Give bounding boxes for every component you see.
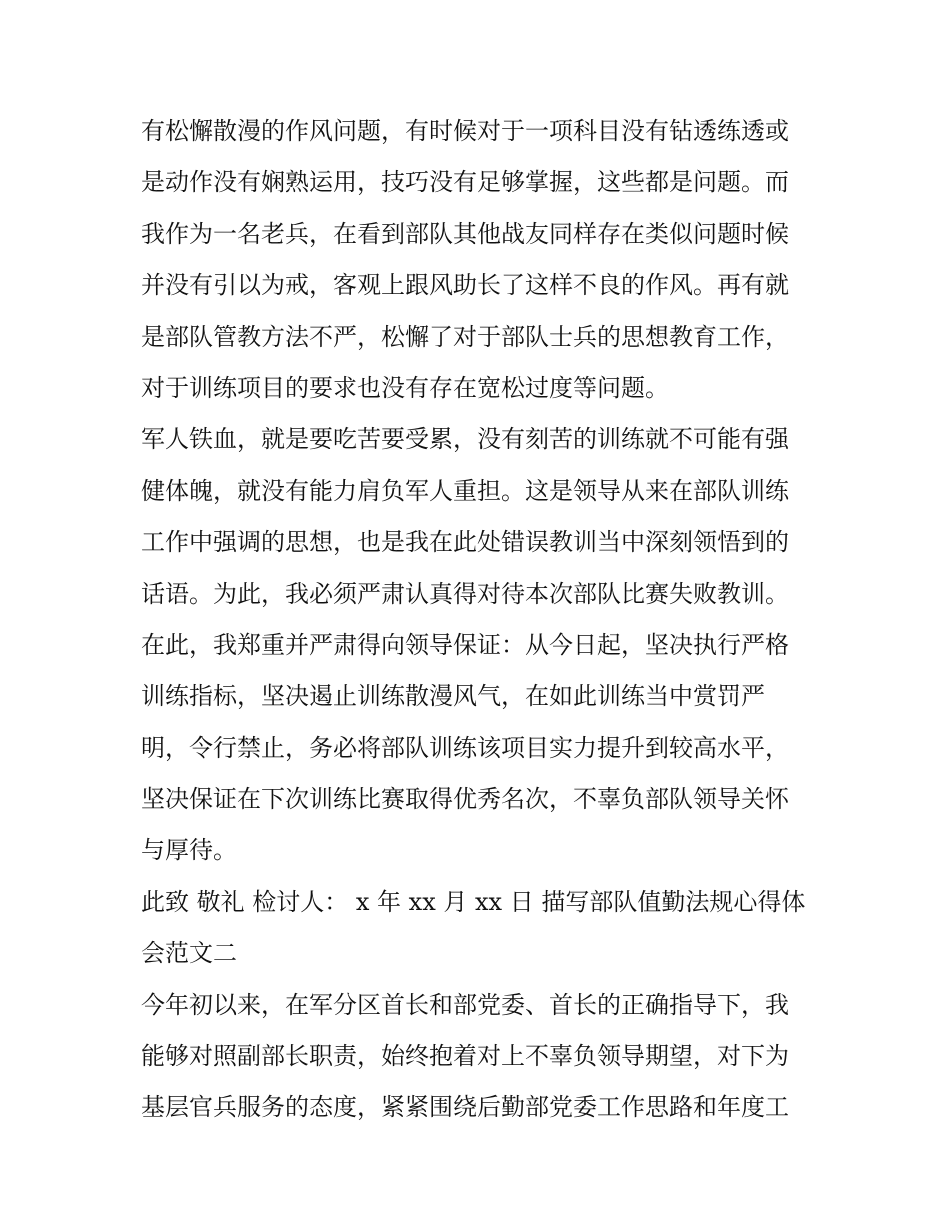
text-line: 会范文二 (141, 939, 237, 968)
text-line: 与厚待。 (141, 836, 237, 865)
text-line: 能够对照副部长职责，始终抱着对上不辜负领导期望，对下为 (141, 1042, 789, 1071)
text-line: 基层官兵服务的态度，紧紧围绕后勤部党委工作思路和年度工 (141, 1093, 789, 1122)
text-line: 训练指标，坚决遏止训练散漫风气，在如此训练当中赏罚严 (141, 682, 765, 711)
document-body (141, 106, 821, 1134)
text-line: 工作中强调的思想，也是我在此处错误教训当中深刻领悟到的 (141, 528, 789, 557)
text-line: 坚决保证在下次训练比赛取得优秀名次，不辜负部队领导关怀 (141, 785, 789, 814)
text-line: 健体魄，就没有能力肩负军人重担。这是领导从来在部队训练 (141, 476, 789, 505)
text-line: 此致 敬礼 检讨人： x 年 xx 月 xx 日 描写部队值勤法规心得体 (141, 887, 806, 916)
text-line: 在此，我郑重并严肃得向领导保证：从今日起，坚决执行严格 (141, 630, 789, 659)
text-line: 并没有引以为戒，客观上跟风助长了这样不良的作风。再有就 (141, 271, 789, 300)
text-line: 是动作没有娴熟运用，技巧没有足够掌握，这些都是问题。而 (141, 168, 789, 197)
text-line: 明，令行禁止，务必将部队训练该项目实力提升到较高水平， (141, 733, 789, 762)
text-line: 是部队管教方法不严，松懈了对于部队士兵的思想教育工作， (141, 322, 789, 351)
text-line: 对于训练项目的要求也没有存在宽松过度等问题。 (141, 373, 669, 402)
text-line: 有松懈散漫的作风问题，有时候对于一项科目没有钻透练透或 (141, 117, 789, 145)
text-line: 今年初以来，在军分区首长和部党委、首长的正确指导下，我 (141, 990, 789, 1019)
text-line: 话语。为此，我必须严肃认真得对待本次部队比赛失败教训。 (141, 579, 789, 608)
text-line: 军人铁血，就是要吃苦要受累，没有刻苦的训练就不可能有强 (141, 425, 789, 454)
text-line: 我作为一名老兵，在看到部队其他战友同样存在类似问题时候 (141, 219, 789, 248)
